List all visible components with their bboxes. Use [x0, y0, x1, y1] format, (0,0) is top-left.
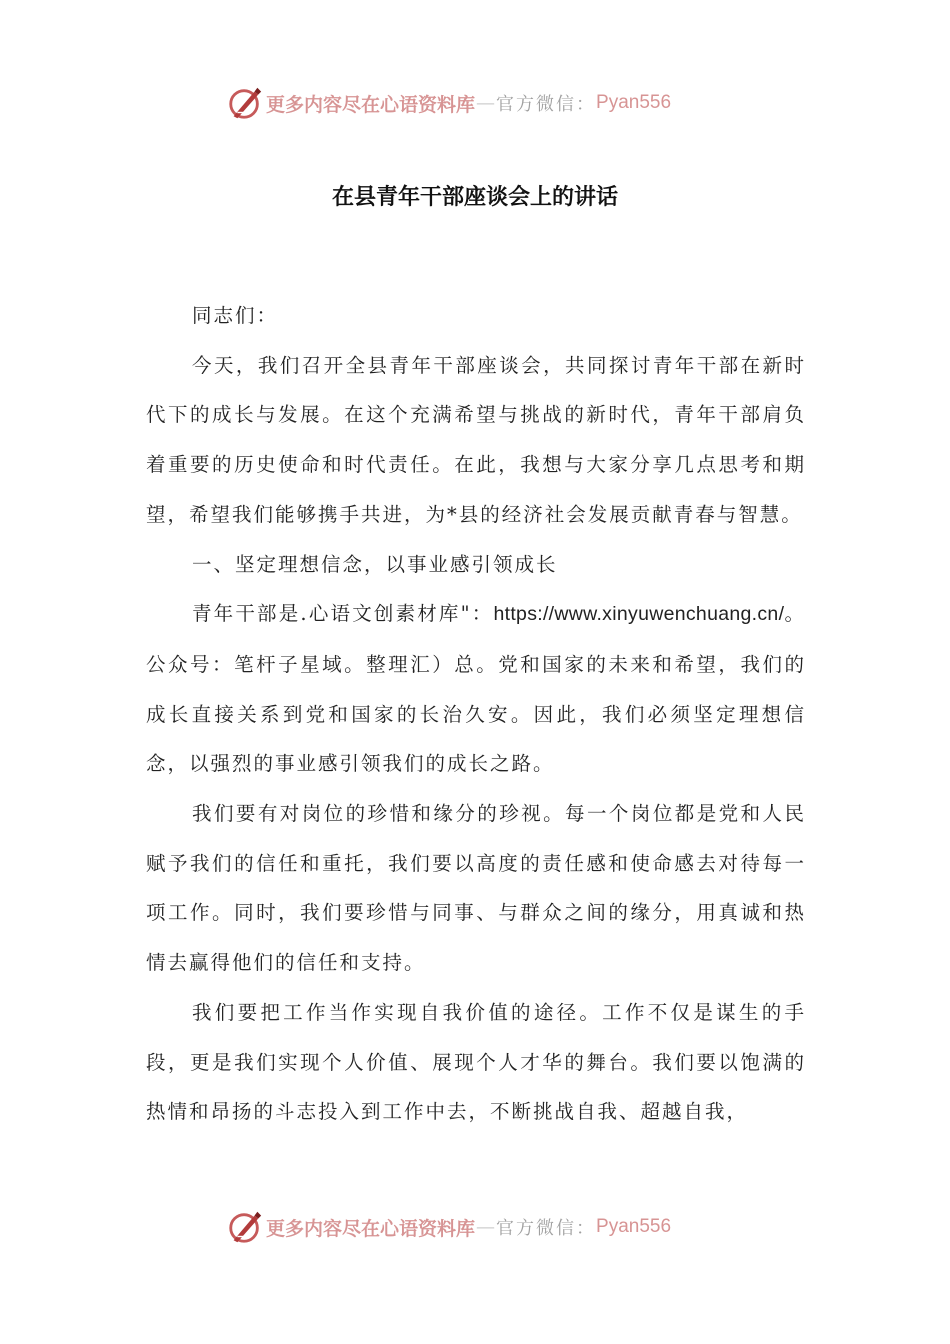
banner-main-text: 更多内容尽在心语资料库	[266, 93, 476, 116]
banner-wechat-label: 官方微信：	[496, 94, 597, 115]
paragraph-2-prefix: 青年干部是.心语文创素材库"：	[192, 602, 494, 626]
header-banner	[226, 84, 671, 122]
document-body	[146, 291, 806, 1137]
banner-dash: —	[476, 1216, 496, 1238]
banner-wechat-id: Pyan556	[596, 92, 672, 113]
document-title: 在县青年干部座谈会上的讲话	[331, 185, 618, 210]
section-heading-1: 一、坚定理想信念，以事业感引领成长	[192, 552, 558, 576]
banner-dash: —	[476, 92, 496, 114]
website-link[interactable]: https://www.xinyuwenchuang.cn/	[493, 603, 785, 626]
salutation: 同志们：	[192, 304, 279, 327]
banner-wechat-label: 官方微信：	[496, 1218, 597, 1239]
paragraph-3: 我们要有对岗位的珍惜和缘分的珍视。每一个岗位都是党和人民赋予我们的信任和重托，我们要以高度的责任感和使命感去对待每一项工作。同时，我们要珍惜与同事、与群众之间的缘分，用真诚和热情去赢得他们的信任和支持。	[146, 802, 806, 975]
footer-banner	[226, 1208, 671, 1246]
paragraph-2	[146, 589, 806, 789]
banner-main-text: 更多内容尽在心语资料库	[266, 1217, 476, 1240]
banner-wechat-id: Pyan556	[596, 1216, 672, 1237]
pen-circle-logo-icon	[226, 1208, 264, 1246]
paragraph-2-rest: 。公众号：笔杆子星域。整理汇）总。党和国家的未来和希望，我们的成长直接关系到党和国家的长治久安。因此，我们必须坚定理想信念，以强烈的事业感引领我们的成长之路。	[146, 602, 806, 776]
paragraph-1: 今天，我们召开全县青年干部座谈会，共同探讨青年干部在新时代下的成长与发展。在这个充满希望与挑战的新时代，青年干部肩负着重要的历史使命和时代责任。在此，我想与大家分享几点思考和期望，希望我们能够携手共进，为*县的经济社会发展贡献青春与智慧。	[146, 353, 806, 526]
paragraph-4: 我们要把工作当作实现自我价值的途径。工作不仅是谋生的手段，更是我们实现个人价值、展现个人才华的舞台。我们要以饱满的热情和昂扬的斗志投入到工作中去，不断挑战自我、超越自我，	[146, 1000, 806, 1124]
pen-circle-logo-icon	[226, 84, 264, 122]
